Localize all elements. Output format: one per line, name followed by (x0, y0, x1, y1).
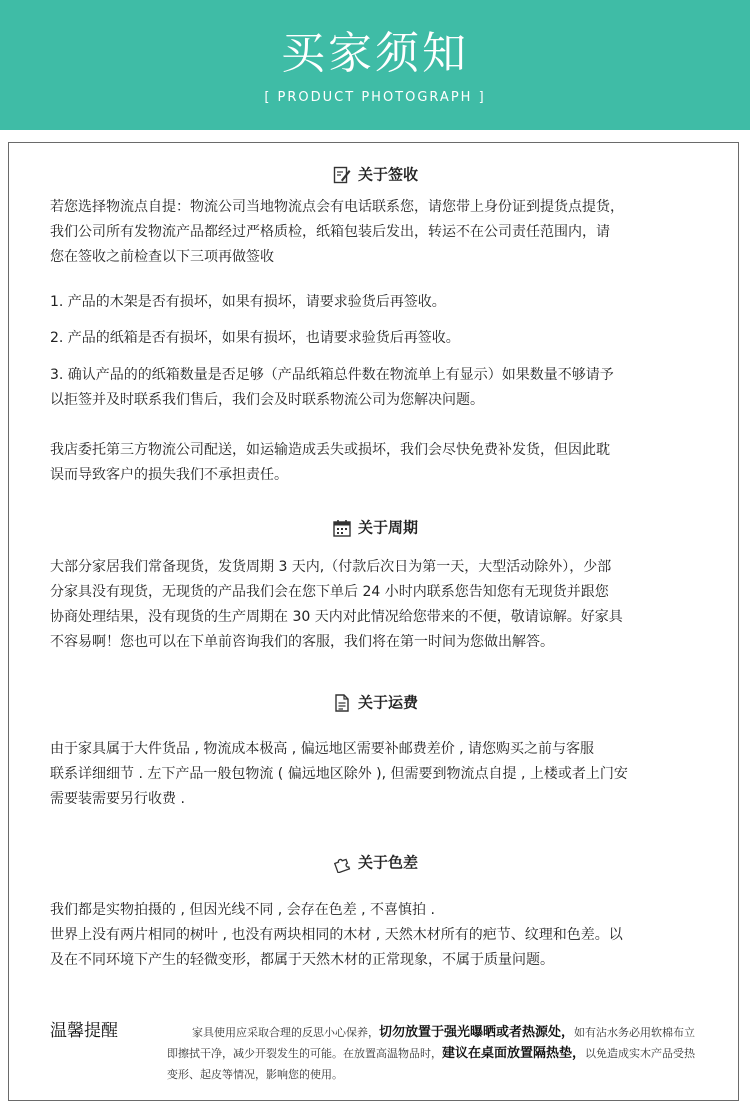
signature-icon (332, 165, 352, 185)
section-heading-signing (0, 164, 750, 185)
tips-part-1: 家具使用应采取合理的反思小心保养， (192, 1026, 379, 1039)
signing-item-2: 2. 产品的纸箱是否有损坏，如果有损坏，也请要求验货后再签收。 (50, 330, 460, 346)
tips-emphasis-2: 建议在桌面放置隔热垫， (442, 1046, 586, 1061)
section-title: 关于色差 (357, 853, 418, 872)
color-text: 我们都是实物拍摄的 , 但因光线不同 , 会存在色差 , 不喜慎拍 . 世界上没有两片相同的树叶 , 也没有两块相同的木材 , 天然木材所有的疤节、纹理和色差。以 及在不同环境下产生的轻微变形，都属于天然木材的正常现象，不属于质量问题。 (50, 902, 623, 968)
signing-item-1: 1. 产品的木架是否有损坏，如果有损坏，请要求验货后再签收。 (50, 294, 446, 310)
page-subtitle: [ PRODUCT PHOTOGRAPH ] (264, 90, 486, 105)
section-title: 关于周期 (357, 518, 418, 537)
tips-text (167, 1022, 702, 1085)
signing-intro: 若您选择物流点自提：物流公司当地物流点会有电话联系您，请您带上身份证到提货点提货， 我们公司所有发物流产品都经过严格质检，纸箱包装后发出，转运不在公司责任范围内，请 您在签收之前检查以下三项再做签收 (50, 199, 624, 265)
signing-item-3: 3. 确认产品的的纸箱数量是否足够（产品纸箱总件数在物流单上有显示）如果数量不够请予 以拒签并及时联系我们售后，我们会及时联系物流公司为您解决问题。 (50, 367, 614, 408)
section-heading-period (0, 517, 750, 538)
period-text: 大部分家居我们常备现货，发货周期 3 天内,（付款后次日为第一天，大型活动除外），少部 分家具没有现货，无现货的产品我们会在您下单后 24 小时内联系您告知您有无现货并跟您 协商处理结果，没有现货的生产周期在 30 天内对此情况给您带来的不便，敬请谅解。好家具 不容易啊！您也可以在下单前咨询我们的客服，我们将在第一时间为您做出解答。 (50, 559, 623, 650)
section-heading-shipping (0, 692, 750, 713)
tips-part-3: 以免造成实木产品受热变形、起皮等情况，影响您的使用。 (167, 1047, 696, 1081)
document-icon (332, 693, 352, 713)
section-title: 关于运费 (357, 693, 418, 712)
header-banner (0, 0, 750, 130)
tips-part-2: 如有沾水务必用软棉布立即擦拭干净，减少开裂发生的可能。在放置高温物品时， (167, 1026, 696, 1060)
tips-emphasis-1: 切勿放置于强光曝晒或者热源处， (379, 1025, 575, 1040)
calendar-icon (332, 518, 352, 538)
signing-note: 我店委托第三方物流公司配送，如运输造成丢失或损坏，我们会尽快免费补发货，但因此耽 误而导致客户的损失我们不承担责任。 (50, 442, 610, 483)
tips-label: 温馨提醒 (50, 1021, 118, 1041)
shipping-text: 由于家具属于大件货品 , 物流成本极高 , 偏远地区需要补邮费差价 , 请您购买之前与客服 联系详细细节 . 左下产品一般包物流 ( 偏远地区除外 ), 但需要到物流点自提 , 上楼或者上门安 需要装需要另行收费 . (50, 741, 628, 807)
section-heading-color (0, 852, 750, 873)
puzzle-icon (332, 853, 352, 873)
page-title: 买家须知 (281, 28, 469, 79)
section-title: 关于签收 (357, 165, 418, 184)
